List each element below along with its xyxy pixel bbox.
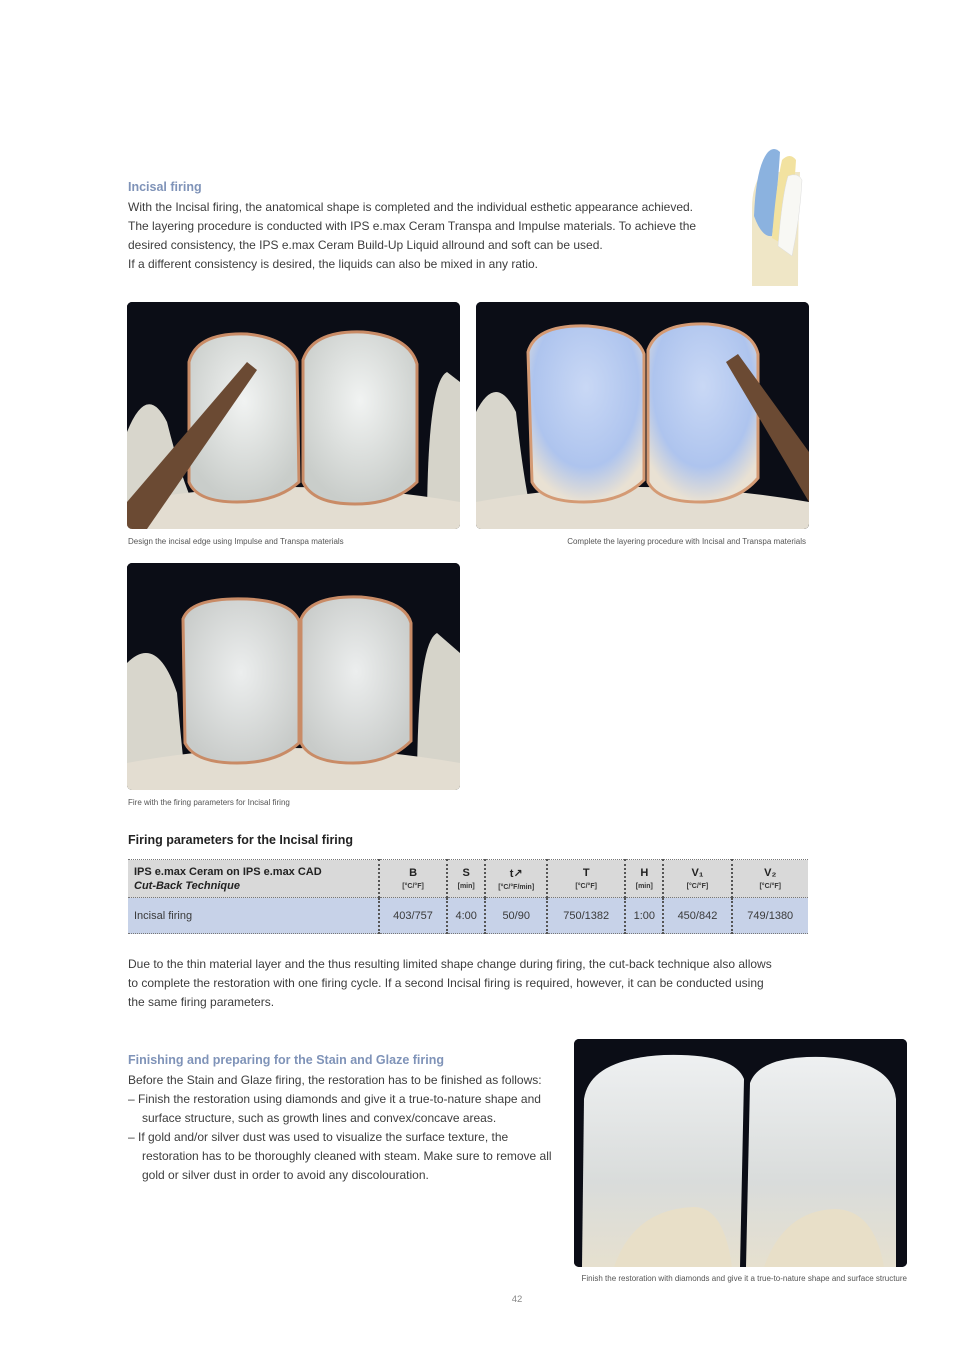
finishing-intro: Before the Stain and Glaze firing, the restoration has to be finished as follows: — [128, 1073, 542, 1087]
row-label: Incisal firing — [134, 909, 193, 922]
finishing-text — [128, 1071, 566, 1185]
header-col-s: S [min] — [447, 860, 485, 898]
finishing-list — [128, 1090, 566, 1185]
table-title: Firing parameters for the Incisal firing — [128, 833, 354, 847]
header-line-2: Cut-Back Technique — [134, 879, 240, 892]
section-heading-finishing: Finishing and preparing for the Stain and Glaze firing — [128, 1053, 444, 1067]
list-item: – Finish the restoration using diamonds and give it a true-to-nature shape and surface structure, such as growth lines and convex/concave areas. — [128, 1092, 541, 1125]
cell-h: 1:00 — [625, 898, 663, 934]
cell-b: 403/757 — [379, 898, 447, 934]
text-line: to complete the restoration with one firing cycle. If a second Incisal firing is required, however, it can be conducted using — [128, 976, 764, 990]
caption-photo-2: Complete the layering procedure with Incisal and Transpa materials — [567, 537, 806, 546]
header-col-v1: V₁ [°C/°F] — [663, 860, 731, 898]
table-header-row — [128, 860, 808, 898]
table-row — [128, 898, 808, 934]
header-col-t: T [°C/°F] — [547, 860, 625, 898]
cell-t: 750/1382 — [547, 898, 625, 934]
after-table-paragraph — [128, 955, 818, 1012]
incisal-paragraph — [128, 198, 728, 274]
header-col-b: B [°C/°F] — [379, 860, 447, 898]
text-line: With the Incisal firing, the anatomical shape is completed and the individual esthetic appearance achieved. — [128, 200, 694, 214]
page-number: 42 — [511, 1294, 523, 1305]
caption-photo-3: Fire with the firing parameters for Incisal firing — [128, 798, 290, 807]
header-technique — [128, 860, 379, 898]
header-col-h: H [min] — [625, 860, 663, 898]
caption-photo-4: Finish the restoration with diamonds and give it a true-to-nature shape and surface structure — [581, 1274, 907, 1283]
cell-t-rate: 50/90 — [485, 898, 547, 934]
text-line: the same firing parameters. — [128, 995, 275, 1009]
header-col-t-rate: t↗ [°C/°F/min] — [485, 860, 547, 898]
cell-s: 4:00 — [447, 898, 485, 934]
list-item: – If gold and/or silver dust was used to visualize the surface texture, the restoration has to be thoroughly cleaned with steam. Make sure to remove all gold or silver dust in order to avoid any discolouration. — [128, 1130, 552, 1182]
photo-layering-complete — [476, 302, 809, 529]
firing-parameters-table — [128, 859, 808, 934]
caption-photo-1: Design the incisal edge using Impulse and Transpa materials — [128, 537, 344, 546]
text-line: Due to the thin material layer and the thus resulting limited shape change during firing, the cut-back technique also allows — [128, 957, 772, 971]
header-col-v2: V₂ [°C/°F] — [732, 860, 809, 898]
text-line: The layering procedure is conducted with IPS e.max Ceram Transpa and Impulse materials. To achieve the — [128, 219, 697, 233]
photo-finished-restoration — [574, 1039, 907, 1267]
photo-fired-incisal — [127, 563, 460, 790]
layering-illustration — [738, 146, 810, 286]
header-line-1: IPS e.max Ceram on IPS e.max CAD — [134, 865, 322, 878]
cell-v1: 450/842 — [663, 898, 731, 934]
cell-v2: 749/1380 — [732, 898, 809, 934]
photo-incisal-edge-design — [127, 302, 460, 529]
text-line: If a different consistency is desired, the liquids can also be mixed in any ratio. — [128, 257, 538, 271]
section-heading-incisal-firing: Incisal firing — [128, 180, 202, 194]
text-line: desired consistency, the IPS e.max Ceram Build-Up Liquid allround and soft can be used. — [128, 238, 603, 252]
